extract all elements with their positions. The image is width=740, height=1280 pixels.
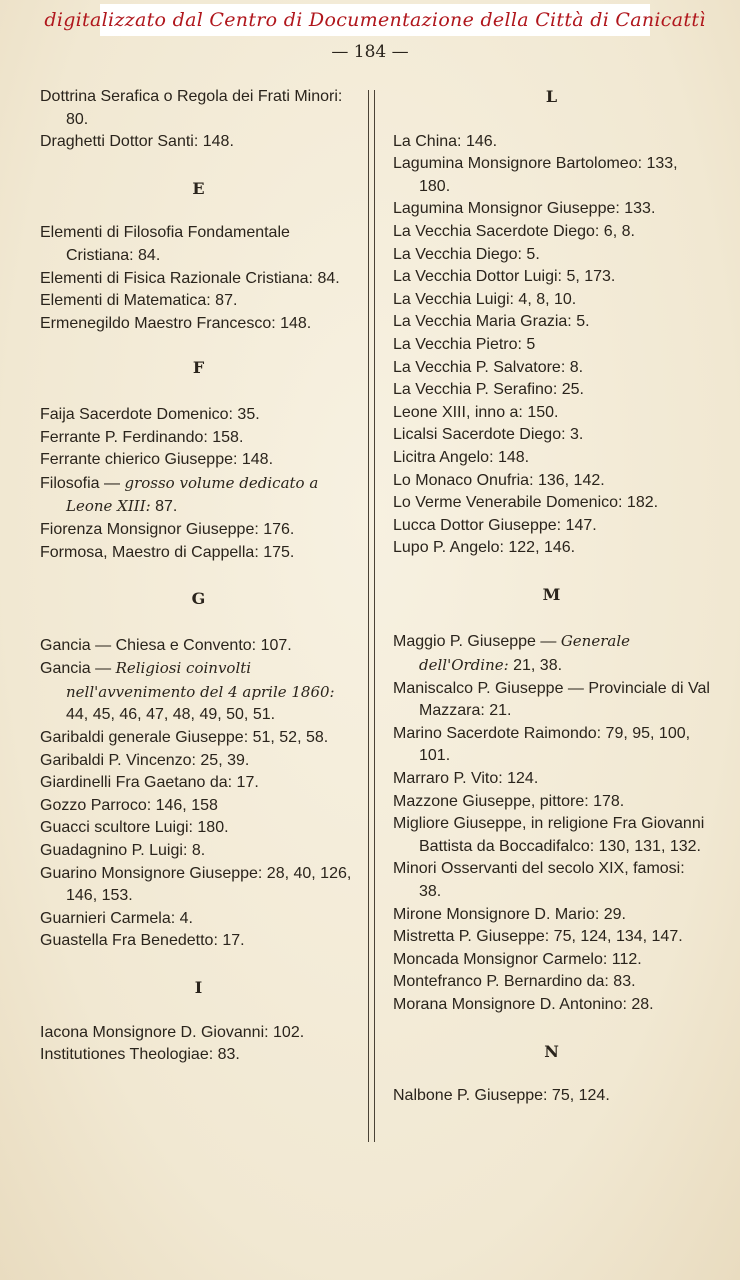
index-entry: [393, 402, 711, 425]
index-entry: [40, 908, 358, 931]
index-entry: [393, 678, 711, 723]
page-number: — 184 —: [331, 42, 409, 62]
index-entry: [393, 791, 711, 814]
index-entry: [40, 1022, 358, 1045]
index-entry-text: Montefranco P. Bernardino da: 83.: [393, 973, 636, 991]
index-entry: [393, 926, 711, 949]
index-entry: [40, 313, 358, 336]
index-entry-text: Lucca Dottor Giuseppe: 147.: [393, 516, 597, 534]
index-entry-italic-text: Religiosi coinvolti nell'avvenimento del 4 aprile 1860:: [66, 659, 335, 701]
index-entry-text: La Vecchia Dottor Luigi: 5, 173.: [393, 268, 616, 286]
index-entry: [393, 424, 711, 447]
index-entry: [393, 334, 711, 357]
index-entry: [393, 266, 711, 289]
index-entry-text: Moncada Monsignor Carmelo: 112.: [393, 950, 642, 968]
index-entry-text: Migliore Giuseppe, in religione Fra Giovanni Battista da Boccadifalco: 130, 131, 132.: [393, 815, 705, 855]
index-entry-text: Elementi di Fisica Razionale Cristiana: 84.: [40, 269, 340, 287]
index-entry: [40, 519, 358, 542]
index-entry-text: Iacona Monsignore D. Giovanni: 102.: [40, 1023, 305, 1041]
index-entry-text: 21, 38.: [508, 657, 563, 675]
index-entry-text: Guastella Fra Benedetto: 17.: [40, 932, 245, 950]
index-entry: [393, 1085, 711, 1108]
index-entry: [393, 492, 711, 515]
index-entry-text: Gozzo Parroco: 146, 158: [40, 796, 218, 814]
index-entry-text: Dottrina Serafica o Regola dei Frati Minori: 80.: [40, 88, 343, 128]
index-entry-text: Lupo P. Angelo: 122, 146.: [393, 539, 576, 557]
index-entry: [40, 131, 358, 154]
index-entry: [393, 221, 711, 244]
index-entry: [40, 1044, 358, 1067]
index-entry-text: La Vecchia Luigi: 4, 8, 10.: [393, 290, 577, 308]
index-entry: [393, 131, 711, 154]
index-entry: [393, 379, 711, 402]
index-entry-text: Mazzone Giuseppe, pittore: 178.: [393, 792, 625, 810]
index-entry: [393, 813, 711, 858]
index-entry: [40, 930, 358, 953]
index-entry-text: Maggio P. Giuseppe —: [393, 633, 561, 651]
index-entry-text: Mirone Monsignore D. Mario: 29.: [393, 905, 626, 923]
index-entry: [393, 723, 711, 768]
index-entry: [393, 153, 711, 198]
index-entry-text: Institutiones Theologiae: 83.: [40, 1046, 240, 1064]
index-entry-text: Lagumina Monsignore Bartolomeo: 133, 180.: [393, 155, 678, 195]
index-entry: [393, 971, 711, 994]
index-column-left: [40, 86, 358, 1067]
index-entry-text: Leone XIII, inno a: 150.: [393, 403, 559, 421]
index-entry: [393, 949, 711, 972]
index-entry-text: Lagumina Monsignor Giuseppe: 133.: [393, 200, 656, 218]
index-entry: [40, 657, 358, 727]
index-entry: [393, 289, 711, 312]
index-entry-text: Draghetti Dottor Santi: 148.: [40, 133, 234, 151]
index-entry-text: 44, 45, 46, 47, 48, 49, 50, 51.: [66, 706, 276, 724]
index-entry-text: Morana Monsignore D. Antonino: 28.: [393, 995, 654, 1013]
index-entry-text: Filosofia —: [40, 474, 125, 492]
index-entry-text: La Vecchia Maria Grazia: 5.: [393, 313, 590, 331]
index-entry-text: Marino Sacerdote Raimondo: 79, 95, 100, 101.: [393, 724, 691, 765]
index-entry: [40, 472, 358, 519]
index-entry-text: Licitra Angelo: 148.: [393, 448, 530, 466]
index-entry: [40, 863, 358, 908]
index-entry: [393, 537, 711, 560]
index-entry-text: Marraro P. Vito: 124.: [393, 770, 539, 788]
column-divider: [368, 90, 375, 1142]
index-entry-text: Formosa, Maestro di Cappella: 175.: [40, 543, 295, 561]
index-entry-text: La China: 146.: [393, 132, 498, 150]
index-entry-text: Licalsi Sacerdote Diego: 3.: [393, 426, 584, 444]
index-entry: [40, 449, 358, 472]
index-entry: [393, 768, 711, 791]
index-entry-text: Guadagnino P. Luigi: 8.: [40, 842, 206, 860]
index-entry-text: Faija Sacerdote Domenico: 35.: [40, 405, 260, 423]
index-entry: [393, 244, 711, 267]
index-entry-text: Garibaldi P. Vincenzo: 25, 39.: [40, 751, 250, 769]
section-letter-g: G: [191, 589, 207, 609]
index-entry: [393, 858, 711, 903]
index-entry-text: La Vecchia P. Serafino: 25.: [393, 381, 584, 399]
index-entry: [40, 635, 358, 658]
index-entry-text: Elementi di Matematica: 87.: [40, 292, 238, 310]
index-entry: [393, 994, 711, 1017]
section-letter-m: M: [542, 584, 562, 604]
index-entry: [40, 222, 358, 267]
digitization-watermark: digitalizzato dal Centro di Documentazione della Città di Canicattì: [100, 4, 650, 36]
index-entry: [393, 447, 711, 470]
index-entry: [393, 357, 711, 380]
index-entry-text: Garibaldi generale Giuseppe: 51, 52, 58.: [40, 729, 329, 747]
index-entry-text: La Vecchia Diego: 5.: [393, 245, 540, 263]
section-letter-i: I: [194, 978, 204, 997]
index-entry-text: Fiorenza Monsignor Giuseppe: 176.: [40, 520, 295, 538]
index-entry: [40, 727, 358, 750]
index-entry-text: Guacci scultore Luigi: 180.: [40, 819, 229, 837]
index-entry: [393, 515, 711, 538]
index-entry: [40, 86, 358, 131]
index-entry-text: 87.: [150, 498, 178, 516]
index-entry-text: Ferrante P. Ferdinando: 158.: [40, 428, 244, 446]
index-entry: [393, 198, 711, 221]
index-entry: [40, 268, 358, 291]
index-entry-text: Minori Osservanti del secolo XIX, famosi: 38.: [393, 860, 685, 900]
index-entry: [40, 795, 358, 818]
index-entry: [40, 750, 358, 773]
index-entry-text: La Vecchia Sacerdote Diego: 6, 8.: [393, 222, 635, 240]
index-entry-text: Ferrante chierico Giuseppe: 148.: [40, 451, 274, 469]
index-entry-text: Lo Monaco Onufria: 136, 142.: [393, 471, 605, 489]
index-entry: [393, 630, 711, 677]
index-entry-text: Maniscalco P. Giuseppe — Provinciale di Val Mazzara: 21.: [393, 679, 710, 720]
index-entry-text: Ermenegildo Maestro Francesco: 148.: [40, 314, 312, 332]
index-entry-italic-text: grosso volume dedicato a Leone XIII:: [66, 473, 319, 516]
index-entry-italic-text: Generale dell'Ordine:: [419, 632, 630, 675]
index-entry: [393, 470, 711, 493]
index-entry-text: La Vecchia Pietro: 5: [393, 335, 536, 353]
section-letter-n: N: [544, 1041, 560, 1061]
index-entry: [40, 542, 358, 565]
index-entry-text: Guarnieri Carmela: 4.: [40, 909, 193, 927]
index-entry: [40, 404, 358, 427]
index-entry-text: La Vecchia P. Salvatore: 8.: [393, 358, 584, 376]
index-entry-text: Gancia —: [40, 660, 116, 678]
index-entry-text: Lo Verme Venerabile Domenico: 182.: [393, 494, 659, 512]
index-entry: [393, 311, 711, 334]
index-entry: [40, 290, 358, 313]
index-entry: [40, 427, 358, 450]
index-entry-text: Mistretta P. Giuseppe: 75, 124, 134, 147.: [393, 928, 683, 946]
index-entry: [40, 840, 358, 863]
section-letter-f: F: [192, 358, 206, 378]
index-entry: [40, 817, 358, 840]
index-entry-text: Giardinelli Fra Gaetano da: 17.: [40, 774, 259, 792]
index-entry-text: Guarino Monsignore Giuseppe: 28, 40, 126, 146, 153.: [40, 864, 352, 905]
index-entry-text: Elementi di Filosofia Fondamentale Cristiana: 84.: [40, 224, 290, 264]
index-entry-text: Nalbone P. Giuseppe: 75, 124.: [393, 1087, 610, 1105]
section-letter-e: E: [192, 178, 206, 198]
index-entry-text: Gancia — Chiesa e Convento: 107.: [40, 636, 292, 654]
index-column-right: [393, 86, 711, 1108]
index-entry: [393, 904, 711, 927]
index-entry: [40, 772, 358, 795]
section-letter-l: L: [545, 87, 559, 106]
